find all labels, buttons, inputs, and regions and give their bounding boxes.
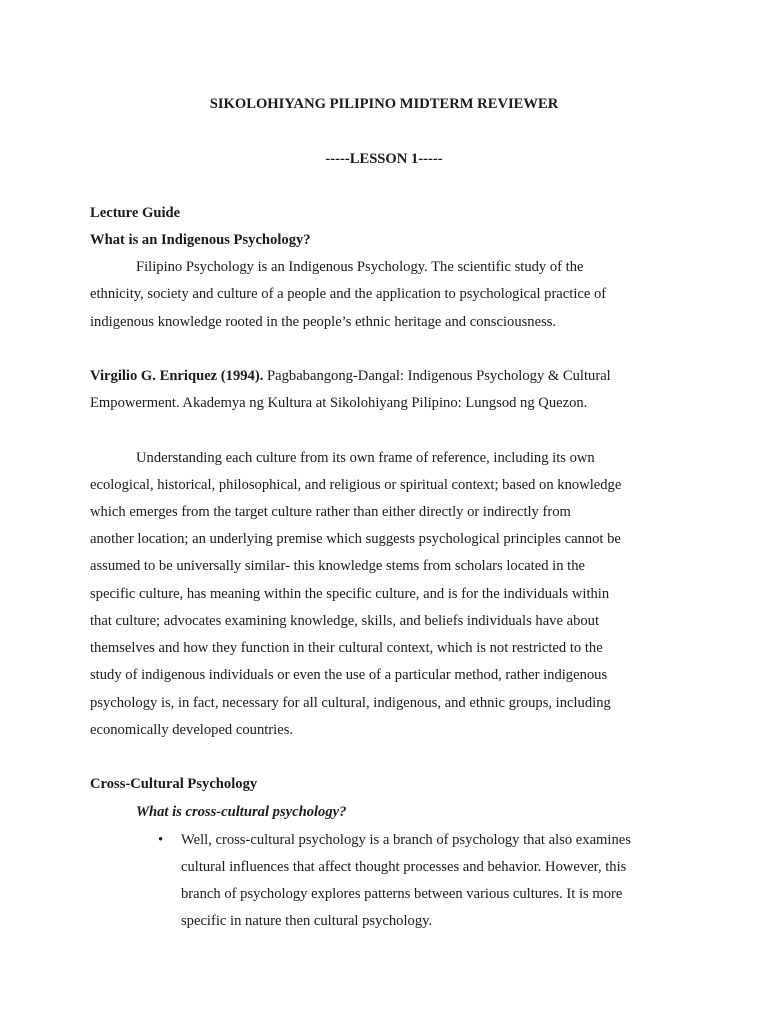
paragraph-line: which emerges from the target culture rather than either directly or indirectly from <box>90 504 571 520</box>
bullet-icon: • <box>158 832 164 848</box>
cross-cultural-question: What is cross-cultural psychology? <box>136 804 347 820</box>
paragraph-line: ecological, historical, philosophical, and religious or spiritual context; based on knowledge <box>90 477 622 493</box>
bullet-line: Well, cross-cultural psychology is a branch of psychology that also examines <box>181 832 631 848</box>
paragraph-line: ethnicity, society and culture of a people and the application to psychological practice of <box>90 286 607 302</box>
lecture-guide-heading: Lecture Guide <box>90 205 181 221</box>
bullet-line: branch of psychology explores patterns between various cultures. It is more <box>181 886 623 902</box>
citation-line <box>90 367 611 385</box>
paragraph-line: Understanding each culture from its own frame of reference, including its own <box>136 450 595 466</box>
paragraph-line: assumed to be universally similar- this knowledge stems from scholars located in the <box>90 558 585 574</box>
paragraph-line: specific culture, has meaning within the specific culture, and is for the individuals within <box>90 586 610 602</box>
paragraph-line: psychology is, in fact, necessary for all cultural, indigenous, and ethnic groups, including <box>90 695 611 711</box>
paragraph-line: study of indigenous individuals or even the use of a particular method, rather indigenous <box>90 667 608 683</box>
paragraph-line: indigenous knowledge rooted in the people’s ethnic heritage and consciousness. <box>90 314 557 330</box>
bullet-line: cultural influences that affect thought processes and behavior. However, this <box>181 859 627 875</box>
indigenous-psychology-question: What is an Indigenous Psychology? <box>90 232 311 248</box>
cross-cultural-heading: Cross-Cultural Psychology <box>90 776 258 792</box>
document-title: SIKOLOHIYANG PILIPINO MIDTERM REVIEWER <box>209 96 559 112</box>
paragraph-line: that culture; advocates examining knowledge, skills, and beliefs individuals have about <box>90 613 600 629</box>
citation-line: Empowerment. Akademya ng Kultura at Sikolohiyang Pilipino: Lungsod ng Quezon. <box>90 395 588 411</box>
lesson-heading: -----LESSON 1----- <box>325 151 443 167</box>
paragraph-line: themselves and how they function in their cultural context, which is not restricted to the <box>90 640 603 656</box>
citation-title: Pagbabangong-Dangal: Indigenous Psychology & Cultural <box>263 368 611 384</box>
citation-author: Virgilio G. Enriquez (1994). <box>90 368 264 384</box>
bullet-line: specific in nature then cultural psychology. <box>181 913 433 929</box>
paragraph-line: economically developed countries. <box>90 722 294 738</box>
paragraph-line: Filipino Psychology is an Indigenous Psychology. The scientific study of the <box>136 259 584 275</box>
paragraph-line: another location; an underlying premise which suggests psychological principles cannot be <box>90 531 621 547</box>
